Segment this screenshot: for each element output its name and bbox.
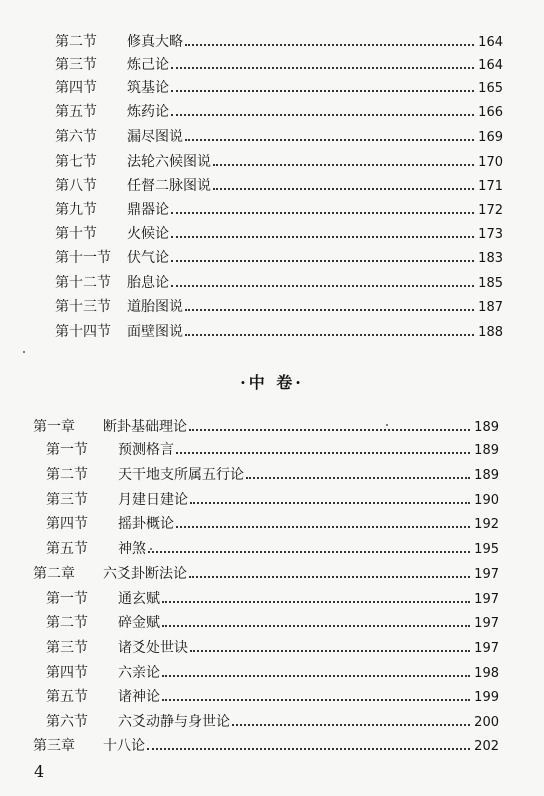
- dot-leader: [190, 650, 470, 652]
- dot-leader: [189, 429, 470, 431]
- entry-title: 炼药论: [127, 104, 169, 120]
- toc-entry: [46, 590, 499, 608]
- dot-leader: [171, 114, 474, 116]
- page-ref: 166: [478, 105, 503, 120]
- section-label: 第一节: [46, 442, 88, 458]
- dot-leader: [171, 236, 474, 238]
- page-ref: 202: [474, 739, 499, 754]
- toc-entry: [55, 103, 503, 121]
- section-label: 第三节: [55, 57, 97, 73]
- dot-leader: [171, 67, 474, 69]
- page-ref: 189: [474, 443, 499, 458]
- toc-entry: [55, 128, 503, 146]
- entry-title: 六爻卦断法论: [103, 566, 187, 582]
- section-label: 第二节: [55, 34, 97, 50]
- section-label: 第九节: [55, 202, 97, 218]
- entry-title: 预测格言: [118, 442, 174, 458]
- dot-leader: [213, 188, 474, 190]
- page-ref: 197: [474, 641, 499, 656]
- section-label: 第五节: [46, 689, 88, 705]
- dot-leader: [162, 675, 470, 677]
- dot-leader: [185, 334, 474, 336]
- page-ref: 190: [474, 493, 499, 508]
- scan-speck: [150, 548, 152, 550]
- section-label: 第二节: [46, 467, 88, 483]
- page-ref: 192: [474, 517, 499, 532]
- entry-title: 伏气论: [127, 250, 169, 266]
- toc-entry: [46, 639, 499, 657]
- entry-title: 十八论: [103, 738, 145, 754]
- section-label: 第五节: [55, 104, 97, 120]
- entry-title: 天干地支所属五行论: [118, 467, 244, 483]
- toc-entry: [46, 688, 499, 706]
- entry-title: 神煞: [118, 541, 146, 557]
- entry-title: 任督二脉图说: [127, 178, 211, 194]
- toc-entry: [55, 177, 503, 195]
- section-label: 第六节: [46, 714, 88, 730]
- toc-chapter-entry: [33, 418, 499, 436]
- section-label: 第三节: [46, 640, 88, 656]
- toc-entry: [55, 274, 503, 292]
- dot-leader: [232, 724, 470, 726]
- page-ref: 188: [478, 325, 503, 340]
- section-label: 第十四节: [55, 324, 111, 340]
- section-label: 第五节: [46, 541, 88, 557]
- entry-title: 筑基论: [127, 80, 169, 96]
- toc-entry: [46, 515, 499, 533]
- toc-entry: [55, 298, 503, 316]
- toc-entry: [55, 153, 503, 171]
- scan-speck: [23, 351, 25, 353]
- page-ref: 198: [474, 666, 499, 681]
- page-ref: 170: [478, 155, 503, 170]
- page-ref: 197: [474, 616, 499, 631]
- entry-title: 胎息论: [127, 275, 169, 291]
- section-label: 第八节: [55, 178, 97, 194]
- page-ref: 164: [478, 35, 503, 50]
- entry-title: 断卦基础理论: [103, 419, 187, 435]
- dot-leader: [185, 139, 474, 141]
- entry-title: 道胎图说: [127, 299, 183, 315]
- section-label: 第六节: [55, 129, 97, 145]
- page-ref: 195: [474, 542, 499, 557]
- entry-title: 漏尽图说: [127, 129, 183, 145]
- section-label: 第十三节: [55, 299, 111, 315]
- entry-title: 法轮六候图说: [127, 154, 211, 170]
- section-label: 第三节: [46, 492, 88, 508]
- page-ref: 172: [478, 203, 503, 218]
- part-heading: ·中 卷·: [240, 373, 304, 392]
- toc-entry: [46, 540, 499, 558]
- entry-title: 面壁图说: [127, 324, 183, 340]
- dot-leader: [162, 625, 470, 627]
- section-label: 第一节: [46, 591, 88, 607]
- toc-entry: [46, 614, 499, 632]
- page-ref: 164: [478, 58, 503, 73]
- dot-leader: [148, 551, 470, 553]
- dot-leader: [185, 309, 474, 311]
- toc-entry: [46, 491, 499, 509]
- toc-entry: [55, 79, 503, 97]
- section-label: 第七节: [55, 154, 97, 170]
- toc-chapter-entry: [33, 737, 499, 755]
- page-ref: 197: [474, 567, 499, 582]
- dot-leader: [162, 699, 470, 701]
- page-ref: 173: [478, 227, 503, 242]
- section-label: 第十一节: [55, 250, 111, 266]
- toc-chapter-entry: [33, 565, 499, 583]
- toc-entry: [46, 664, 499, 682]
- page-ref: 189: [474, 420, 499, 435]
- toc-entry: [46, 441, 499, 459]
- page-ref: 165: [478, 81, 503, 96]
- entry-title: 火候论: [127, 226, 169, 242]
- toc-entry: [55, 56, 503, 74]
- entry-title: 六亲论: [118, 665, 160, 681]
- page-ref: 183: [478, 251, 503, 266]
- dot-leader: [213, 164, 474, 166]
- page-ref: 185: [478, 276, 503, 291]
- entry-title: 鼎器论: [127, 202, 169, 218]
- entry-title: 诸爻处世诀: [118, 640, 188, 656]
- entry-title: 摇卦概论: [118, 516, 174, 532]
- section-label: 第十节: [55, 226, 97, 242]
- dot-leader: [171, 285, 474, 287]
- section-label: 第四节: [46, 665, 88, 681]
- scan-speck: [386, 424, 388, 426]
- section-label: 第十二节: [55, 275, 111, 291]
- entry-title: 六爻动静与身世论: [118, 714, 230, 730]
- entry-title: 诸神论: [118, 689, 160, 705]
- entry-title: 碎金赋: [118, 615, 160, 631]
- chapter-label: 第二章: [33, 566, 75, 582]
- dot-leader: [185, 44, 474, 46]
- entry-title: 修真大略: [127, 34, 183, 50]
- dot-leader: [176, 452, 470, 454]
- dot-leader: [171, 90, 474, 92]
- dot-leader: [246, 477, 470, 479]
- toc-entry: [46, 466, 499, 484]
- toc-entry: [46, 713, 499, 731]
- dot-leader: [162, 601, 470, 603]
- section-label: 第四节: [46, 516, 88, 532]
- page-ref: 197: [474, 592, 499, 607]
- page-ref: 189: [474, 468, 499, 483]
- page-ref: 200: [474, 715, 499, 730]
- page-ref: 171: [478, 179, 503, 194]
- dot-leader: [147, 748, 470, 750]
- toc-entry: [55, 249, 503, 267]
- toc-entry: [55, 33, 503, 51]
- section-label: 第四节: [55, 80, 97, 96]
- chapter-label: 第三章: [33, 738, 75, 754]
- section-label: 第二节: [46, 615, 88, 631]
- dot-leader: [171, 212, 474, 214]
- toc-entry: [55, 323, 503, 341]
- page-ref: 199: [474, 690, 499, 705]
- page-number: 4: [34, 762, 45, 781]
- dot-leader: [176, 526, 470, 528]
- dot-leader: [189, 576, 470, 578]
- toc-entry: [55, 201, 503, 219]
- page-ref: 169: [478, 130, 503, 145]
- entry-title: 炼己论: [127, 57, 169, 73]
- dot-leader: [190, 502, 470, 504]
- entry-title: 通玄赋: [118, 591, 160, 607]
- entry-title: 月建日建论: [118, 492, 188, 508]
- page-ref: 187: [478, 300, 503, 315]
- dot-leader: [171, 260, 474, 262]
- chapter-label: 第一章: [33, 419, 75, 435]
- toc-entry: [55, 225, 503, 243]
